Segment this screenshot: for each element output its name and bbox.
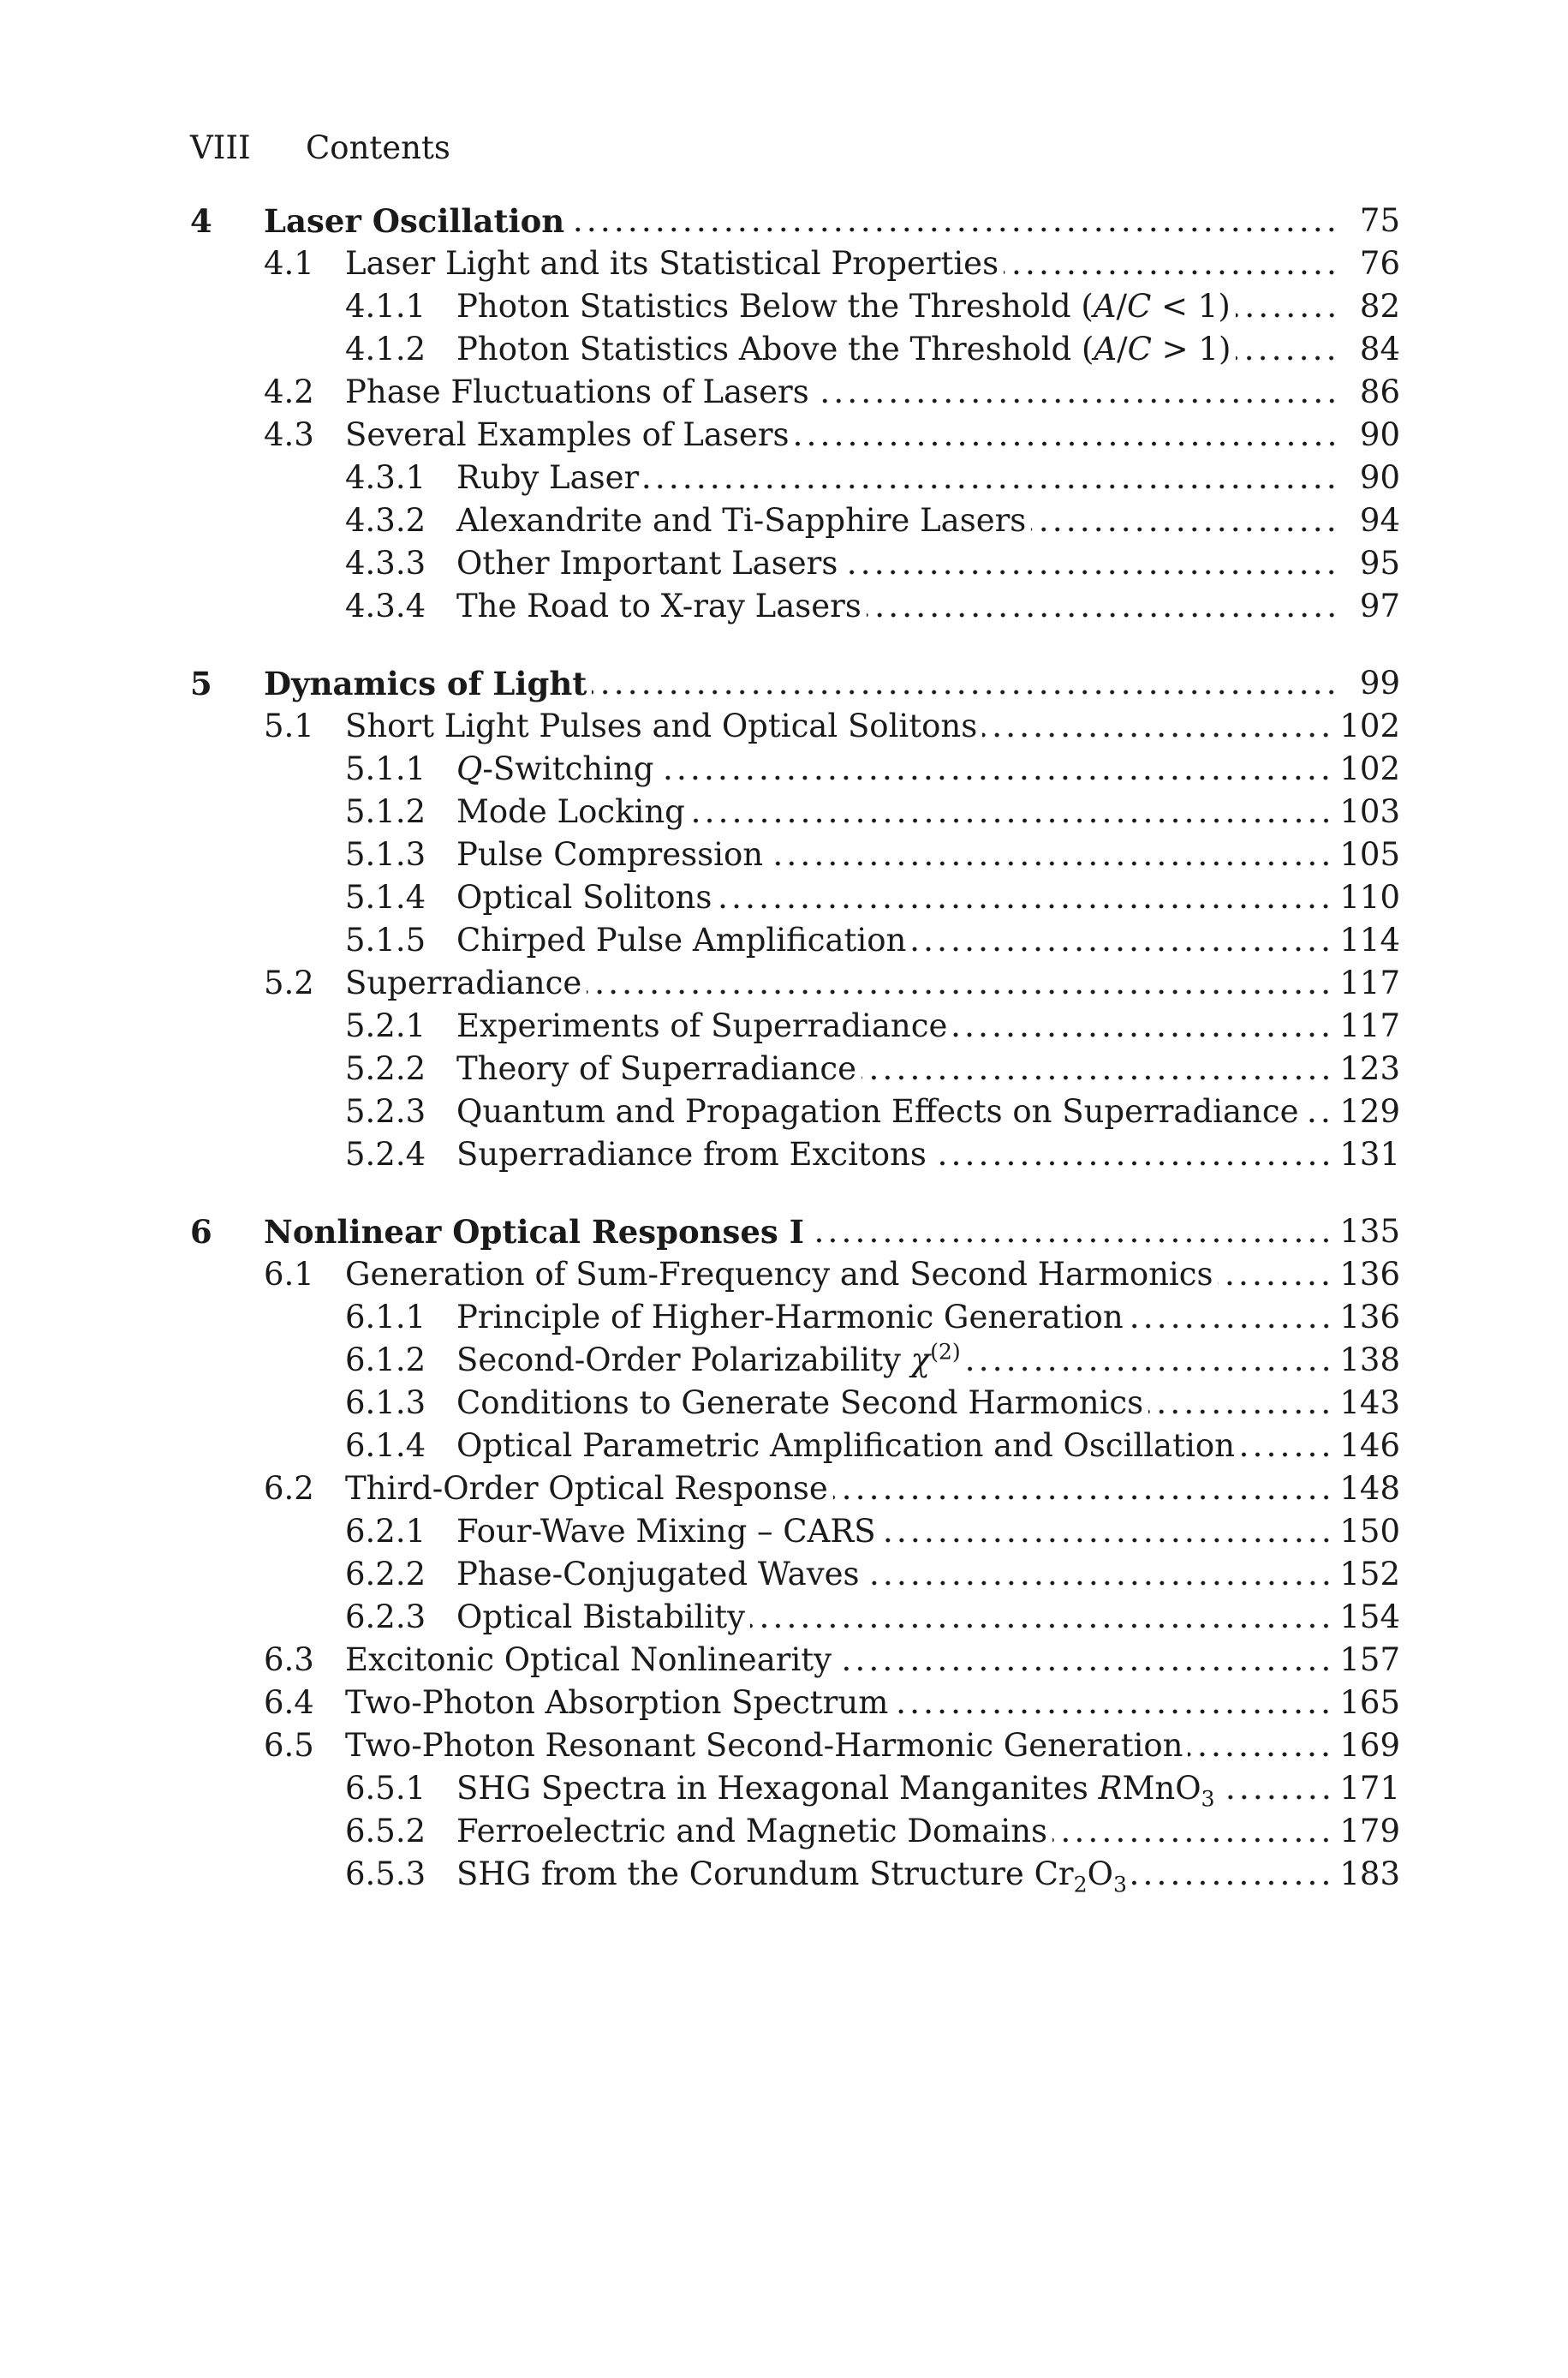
toc-entry-section[interactable] <box>190 242 1400 285</box>
toc-entry-page: 152 <box>1339 1556 1400 1592</box>
toc-entry-page: 138 <box>1339 1341 1400 1378</box>
toc-entry-title: Pulse Compression <box>456 836 764 873</box>
toc-entry-number: 5.1.4 <box>345 879 426 916</box>
toc-entry-number: 4.1 <box>264 245 314 282</box>
toc-entry-page: 146 <box>1339 1427 1400 1464</box>
dot-leader <box>1240 1451 1333 1458</box>
toc-entry-section[interactable] <box>190 414 1400 457</box>
dot-leader <box>862 1074 1333 1081</box>
dot-leader <box>1303 1117 1333 1124</box>
toc-entry-number: 6.2.2 <box>345 1556 426 1592</box>
toc-entry-title: Nonlinear Optical Responses I <box>264 1213 804 1251</box>
toc-entry-page: 103 <box>1339 793 1400 830</box>
toc-entry-subsection[interactable] <box>190 542 1400 585</box>
toc-entry-page: 117 <box>1339 1007 1400 1044</box>
toc-entry-title: Generation of Sum-Frequency and Second Harmonics <box>345 1256 1213 1293</box>
toc-entry-number: 6.2 <box>264 1470 314 1507</box>
toc-entry-subsection[interactable] <box>190 748 1400 791</box>
toc-entry-subsection[interactable] <box>190 1810 1400 1853</box>
toc-entry-page: 150 <box>1339 1513 1400 1550</box>
toc-entry-page: 99 <box>1359 665 1400 702</box>
running-title: Contents <box>306 129 450 166</box>
toc-entry-title: Ferroelectric and Magnetic Domains <box>456 1813 1048 1849</box>
toc-entry-number: 6.5.2 <box>345 1813 426 1849</box>
toc-entry-subsection[interactable] <box>190 499 1400 542</box>
toc-entry-number: 6.1.3 <box>345 1384 426 1421</box>
toc-entry-number: 5.1.3 <box>345 836 426 873</box>
toc-entry-title: Ruby Laser <box>456 459 640 496</box>
toc-entry-page: 75 <box>1359 202 1400 239</box>
toc-entry-title: Quantum and Propagation Effects on Superradiance <box>456 1093 1299 1130</box>
toc-entry-title: SHG Spectra in Hexagonal Manganites RMnO$_3$ <box>456 1770 1215 1812</box>
toc-entry-page: 123 <box>1339 1050 1400 1087</box>
toc-entry-number: 4.1.2 <box>345 331 426 367</box>
toc-entry-title: Two-Photon Resonant Second-Harmonic Generation <box>345 1727 1183 1764</box>
toc-entry-subsection[interactable] <box>190 1553 1400 1596</box>
dot-leader <box>717 903 1333 910</box>
toc-entry-page: 76 <box>1359 245 1400 282</box>
toc-entry-page: 154 <box>1339 1598 1400 1635</box>
toc-entry-number: 6.5 <box>264 1727 314 1764</box>
toc-entry-title: Chirped Pulse Amplification <box>456 922 907 959</box>
toc-entry-number: 6.1.4 <box>345 1427 426 1464</box>
dot-leader <box>587 989 1333 995</box>
dot-leader <box>867 612 1338 618</box>
dot-leader <box>690 817 1333 824</box>
toc-entry-section[interactable] <box>190 1682 1400 1724</box>
dot-leader <box>982 732 1333 738</box>
toc-entry-title: The Road to X-ray Lasers <box>456 588 862 624</box>
toc-entry-number: 4.3.2 <box>345 502 426 539</box>
dot-leader <box>952 1031 1333 1038</box>
toc-entry-number: 6.2.3 <box>345 1598 426 1635</box>
toc-entry-subsection[interactable] <box>190 1382 1400 1425</box>
dot-leader <box>932 1160 1333 1167</box>
toc-entry-page: 136 <box>1339 1299 1400 1335</box>
toc-entry-number: 6.2.1 <box>345 1513 426 1550</box>
toc-entry-section[interactable] <box>190 705 1400 748</box>
toc-entry-number: 5.2.3 <box>345 1093 426 1130</box>
toc-entry-page: 169 <box>1339 1727 1400 1764</box>
toc-entry-page: 179 <box>1339 1813 1400 1849</box>
toc-entry-subsection[interactable] <box>190 1339 1400 1382</box>
toc-entry-chapter[interactable] <box>190 200 1400 242</box>
toc-entry-number: 6.1 <box>264 1256 314 1293</box>
toc-entry-page: 165 <box>1339 1684 1400 1721</box>
toc-entry-number: 6.1.2 <box>345 1341 426 1378</box>
toc-entry-title: Second-Order Polarizability $\chi^{(2)}$ <box>456 1339 961 1378</box>
dot-leader <box>1148 1408 1333 1415</box>
toc-entry-title: Phase-Conjugated Waves <box>456 1556 860 1592</box>
toc-entry-title: Excitonic Optical Nonlinearity <box>345 1641 832 1678</box>
dot-leader <box>1218 1280 1333 1287</box>
toc-entry-title: Conditions to Generate Second Harmonics <box>456 1384 1144 1421</box>
toc-entry-subsection[interactable] <box>190 833 1400 876</box>
dot-leader <box>1236 355 1338 361</box>
toc-entry-number: 6 <box>190 1213 212 1251</box>
toc-entry-page: 82 <box>1359 288 1400 325</box>
toc-entry-page: 143 <box>1339 1384 1400 1421</box>
toc-entry-number: 5.2.4 <box>345 1136 426 1173</box>
toc-entry-title: Laser Light and its Statistical Properties <box>345 245 999 282</box>
dot-leader <box>592 689 1338 696</box>
toc-entry-page: 148 <box>1339 1470 1400 1507</box>
dot-leader <box>569 226 1338 233</box>
dot-leader <box>881 1537 1333 1544</box>
dot-leader <box>795 440 1339 447</box>
toc-entry-title: Photon Statistics Above the Threshold (A/C > 1) <box>456 331 1231 367</box>
toc-entry-page: 135 <box>1339 1213 1400 1250</box>
toc-entry-subsection[interactable] <box>190 1596 1400 1639</box>
toc-entry-page: 102 <box>1339 750 1400 787</box>
toc-entry-page: 84 <box>1359 331 1400 367</box>
toc-entry-title: Mode Locking <box>456 793 685 830</box>
toc-entry-page: 117 <box>1339 965 1400 1001</box>
toc-entry-title: Laser Oscillation <box>264 202 565 240</box>
toc-entry-title: Phase Fluctuations of Lasers <box>345 373 809 410</box>
dot-leader <box>837 1665 1333 1672</box>
dot-leader <box>644 483 1338 490</box>
dot-leader <box>1129 1323 1333 1329</box>
toc-entry-page: 136 <box>1339 1256 1400 1293</box>
dot-leader <box>833 1494 1333 1501</box>
running-head <box>190 127 450 170</box>
dot-leader <box>809 1237 1333 1244</box>
toc-entry-title: Photon Statistics Below the Threshold (A/C < 1) <box>456 288 1231 325</box>
toc-entry-title: Dynamics of Light <box>264 665 587 702</box>
dot-leader <box>1220 1794 1333 1801</box>
toc-entry-page: 114 <box>1339 922 1400 959</box>
toc-entry-subsection[interactable] <box>190 876 1400 919</box>
toc-entry-number: 5.1.1 <box>345 750 426 787</box>
toc-entry-section[interactable] <box>190 1467 1400 1510</box>
toc-entry-section[interactable] <box>190 371 1400 414</box>
toc-entry-subsection[interactable] <box>190 457 1400 499</box>
toc-entry-page: 131 <box>1339 1136 1400 1173</box>
toc-entry-title: Four-Wave Mixing – CARS <box>456 1513 876 1550</box>
toc-entry-subsection[interactable] <box>190 791 1400 833</box>
dot-leader <box>814 397 1338 404</box>
toc-entry-page: 183 <box>1339 1855 1400 1892</box>
toc-entry-section[interactable] <box>190 1724 1400 1767</box>
toc-entry-page: 90 <box>1359 459 1400 496</box>
toc-entry-subsection[interactable] <box>190 1767 1400 1810</box>
toc-entry-title: Other Important Lasers <box>456 545 838 582</box>
page-number: VIII <box>190 129 251 166</box>
toc-entry-subsection[interactable] <box>190 1005 1400 1048</box>
dot-leader <box>966 1365 1333 1372</box>
toc-entry-title: SHG from the Corundum Structure $Cr_2O_3$ <box>456 1855 1127 1897</box>
toc-entry-subsection[interactable] <box>190 285 1400 328</box>
toc-entry-subsection[interactable] <box>190 1510 1400 1553</box>
toc-entry-page: 157 <box>1339 1641 1400 1678</box>
toc-entry-title: Alexandrite and Ti-Sapphire Lasers <box>456 502 1027 539</box>
dot-leader <box>1052 1837 1333 1843</box>
toc-entry-number: 6.5.3 <box>345 1855 426 1892</box>
toc-entry-title: Short Light Pulses and Optical Solitons <box>345 708 978 744</box>
toc-entry-title: Q-Switching <box>456 750 654 787</box>
toc-entry-section[interactable] <box>190 962 1400 1005</box>
toc-entry-title: Optical Bistability <box>456 1598 745 1635</box>
toc-entry-chapter[interactable] <box>190 662 1400 705</box>
dot-leader <box>1236 312 1338 319</box>
toc-entry-number: 5 <box>190 665 212 702</box>
dot-leader <box>843 569 1338 576</box>
toc-entry-section[interactable] <box>190 1639 1400 1682</box>
toc-entry-subsection[interactable] <box>190 1133 1400 1176</box>
dot-leader <box>865 1580 1333 1586</box>
toc-entry-page: 129 <box>1339 1093 1400 1130</box>
toc-entry-subsection[interactable] <box>190 328 1400 371</box>
toc-entry-number: 5.1 <box>264 708 314 744</box>
toc-entry-number: 4 <box>190 202 212 240</box>
toc-entry-number: 6.4 <box>264 1684 314 1721</box>
toc-entry-section[interactable] <box>190 1253 1400 1296</box>
toc-entry-number: 4.1.1 <box>345 288 426 325</box>
toc-entry-page: 171 <box>1339 1770 1400 1807</box>
toc-entry-number: 6.3 <box>264 1641 314 1678</box>
toc-entry-page: 86 <box>1359 373 1400 410</box>
toc-entry-number: 4.3.4 <box>345 588 426 624</box>
toc-entry-title: Principle of Higher-Harmonic Generation <box>456 1299 1124 1335</box>
toc-entry-number: 4.3 <box>264 416 314 453</box>
toc-entry-number: 6.1.1 <box>345 1299 426 1335</box>
toc-entry-title: Two-Photon Absorption Spectrum <box>345 1684 889 1721</box>
toc-entry-page: 102 <box>1339 708 1400 744</box>
toc-entry-chapter[interactable] <box>190 1210 1400 1253</box>
toc-entry-title: Experiments of Superradiance <box>456 1007 948 1044</box>
toc-entry-page: 94 <box>1359 502 1400 539</box>
toc-entry-title: Superradiance <box>345 965 582 1001</box>
dot-leader <box>750 1622 1333 1629</box>
dot-leader <box>1031 526 1338 533</box>
toc-entry-number: 5.1.5 <box>345 922 426 959</box>
toc-entry-number: 5.2 <box>264 965 314 1001</box>
dot-leader <box>768 860 1333 867</box>
toc-entry-subsection[interactable] <box>190 919 1400 962</box>
dot-leader <box>1004 269 1338 276</box>
toc-entry-number: 4.3.3 <box>345 545 426 582</box>
dot-leader <box>659 774 1333 781</box>
toc-entry-page: 90 <box>1359 416 1400 453</box>
toc-entry-page: 95 <box>1359 545 1400 582</box>
toc-entry-subsection[interactable] <box>190 1090 1400 1133</box>
dot-leader <box>1132 1879 1333 1886</box>
dot-leader <box>1188 1751 1333 1758</box>
toc-entry-title: Several Examples of Lasers <box>345 416 790 453</box>
toc-entry-title: Theory of Superradiance <box>456 1050 856 1087</box>
toc-entry-page: 97 <box>1359 588 1400 624</box>
toc-entry-title: Third-Order Optical Response <box>345 1470 828 1507</box>
toc-entry-title: Optical Parametric Amplification and Oscillation <box>456 1427 1235 1464</box>
toc-entry-subsection[interactable] <box>190 1048 1400 1090</box>
toc-entry-subsection[interactable] <box>190 585 1400 628</box>
toc-entry-page: 110 <box>1339 879 1400 916</box>
toc-entry-number: 4.2 <box>264 373 314 410</box>
toc-entry-subsection[interactable] <box>190 1296 1400 1339</box>
toc-entry-title: Superradiance from Excitons <box>456 1136 927 1173</box>
toc-entry-number: 5.2.1 <box>345 1007 426 1044</box>
toc-entry-number: 5.2.2 <box>345 1050 426 1087</box>
dot-leader <box>893 1708 1333 1715</box>
toc-entry-subsection[interactable] <box>190 1425 1400 1467</box>
toc-entry-number: 4.3.1 <box>345 459 426 496</box>
toc-entry-number: 5.1.2 <box>345 793 426 830</box>
toc-entry-title: Optical Solitons <box>456 879 712 916</box>
toc-entry-page: 105 <box>1339 836 1400 873</box>
dot-leader <box>911 946 1333 953</box>
toc-entry-subsection[interactable] <box>190 1853 1400 1896</box>
toc-entry-number: 6.5.1 <box>345 1770 426 1807</box>
